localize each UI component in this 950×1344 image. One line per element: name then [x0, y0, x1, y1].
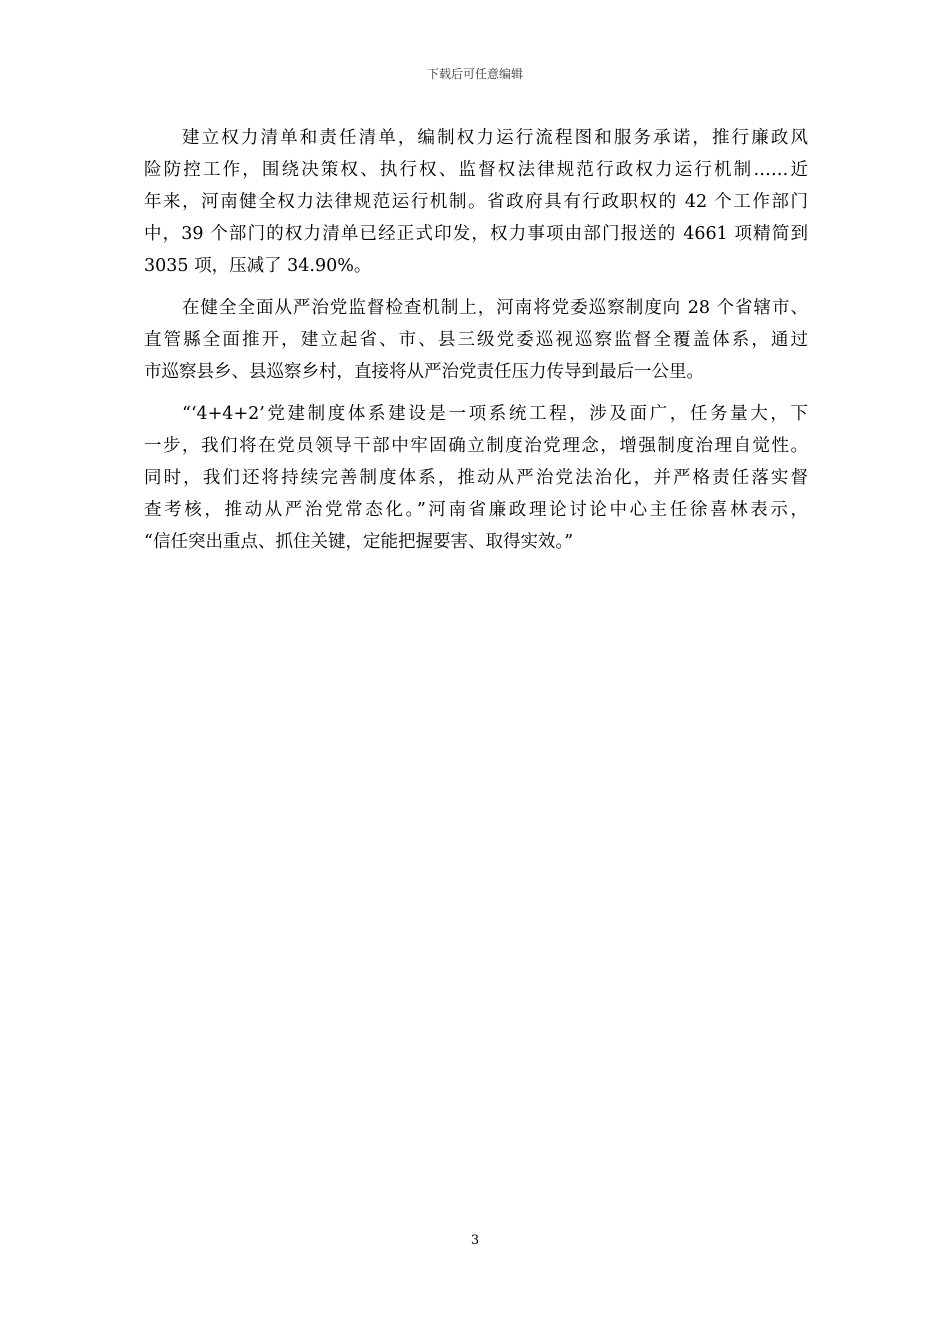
- paragraph-2: [144, 292, 808, 388]
- paragraph-line: 在健全全面从严治党监督检查机制上，河南将党委巡察制度向 28 个省辖市、: [182, 298, 808, 318]
- page-header: 下载后可任意编辑: [426, 67, 523, 81]
- paragraph-line: 3035 项，压减了 34.90%。: [144, 256, 372, 276]
- paragraph-line: 查考核，推动从严治党常态化。”河南省廉政理论讨论中心主任徐喜林表示，: [144, 500, 808, 520]
- paragraph-line: 直管縣全面推开，建立起省、市、县三级党委巡视巡察监督全覆盖体系，通过: [144, 330, 808, 350]
- paragraph-line: 市巡察县乡、县巡察乡村，直接将从严治党责任压力传导到最后一公里。: [144, 362, 704, 382]
- paragraph-line: “信任突出重点、抓住关键，定能把握要害、取得实效。”: [144, 532, 574, 552]
- paragraph-line: 险防控工作，围绕决策权、执行权、监督权法律规范行政权力运行机制……近: [144, 160, 808, 180]
- paragraph-line: 中，39 个部门的权力清单已经正式印发，权力事项由部门报送的 4661 项精简到: [144, 224, 808, 244]
- paragraph-line: 同时，我们还将持续完善制度体系，推动从严治党法治化，并严格责任落实督: [144, 468, 808, 488]
- paragraph-line: 建立权力清单和责任清单，编制权力运行流程图和服务承诺，推行廉政风: [182, 128, 808, 148]
- document-body: [144, 122, 808, 558]
- page-number: 3: [470, 1233, 480, 1248]
- paragraph-line: 年来，河南健全权力法律规范运行机制。省政府具有行政职权的 42 个工作部门: [144, 192, 808, 212]
- paragraph-1: [144, 122, 808, 282]
- paragraph-3: [144, 398, 808, 558]
- paragraph-line: “‘4+4+2’党建制度体系建设是一项系统工程，涉及面广，任务量大，下: [182, 404, 808, 424]
- paragraph-line: 一步，我们将在党员领导干部中牢固确立制度治党理念，增强制度治理自觉性。: [144, 436, 808, 456]
